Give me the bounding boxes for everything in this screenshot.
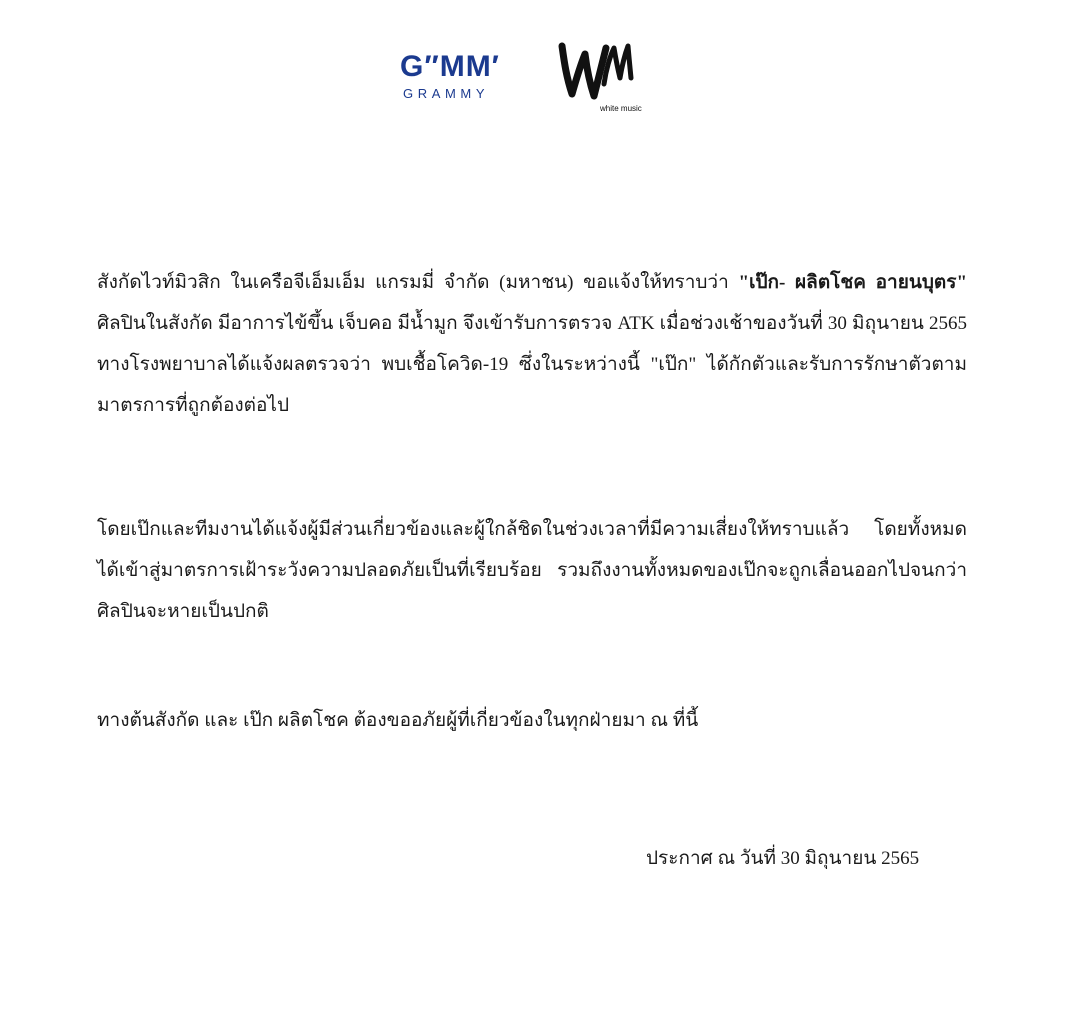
gmm-logo-mark: G″MM′	[400, 50, 500, 83]
announcement-body	[97, 262, 967, 741]
artist-name: "เป๊ก- ผลิตโชค อายนบุตร"	[738, 272, 967, 293]
paragraph-1-intro: สังกัดไวท์มิวสิก ในเครือจีเอ็มเอ็ม แกรมมี่ จำกัด (มหาชน) ขอแจ้งให้ทราบว่า	[97, 272, 739, 293]
announcement-paragraph-2: โดยเป๊กและทีมงานได้แจ้งผู้มีส่วนเกี่ยวข้องและผู้ใกล้ชิดในช่วงเวลาที่มีความเสี่ยงให้ทราบแล้ว โดยทั้งหมดได้เข้าสู่มาตรการเฝ้าระวังความปลอดภัยเป็นที่เรียบร้อย รวมถึงงานทั้งหมดของเป๊กจะถูกเลื่อนออกไปจนกว่าศิลปินจะหายเป็นปกติ	[97, 519, 967, 622]
white-music-logo-mark	[558, 40, 638, 106]
white-music-logo	[558, 40, 642, 116]
announcement-paragraph-3: ทางต้นสังกัด และ เป๊ก ผลิตโชค ต้องขออภัยผู้ที่เกี่ยวข้องในทุกฝ่ายมา ณ ที่นี้	[97, 710, 699, 731]
white-music-caption: white music	[600, 104, 642, 113]
header-logos	[0, 36, 1080, 126]
gmm-logo-wordmark: GRAMMY	[403, 86, 490, 101]
gmm-grammy-logo	[400, 50, 512, 110]
paragraph-1-details: ศิลปินในสังกัด มีอาการไข้ขึ้น เจ็บคอ มีน้ำมูก จึงเข้ารับการตรวจ ATK เมื่อช่วงเช้าของวันที่ 30 มิถุนายน 2565 ทางโรงพยาบาลได้แจ้งผลตรวจว่า พบเชื้อโควิด-19 ซึ่งในระหว่างนี้ "เป๊ก" ได้กักตัวและรับการรักษาตัวตามมาตรการที่ถูกต้องต่อไป	[97, 313, 967, 416]
announcement-date: ประกาศ ณ วันที่ 30 มิถุนายน 2565	[646, 848, 920, 869]
announcement-paragraph-1	[97, 262, 967, 426]
